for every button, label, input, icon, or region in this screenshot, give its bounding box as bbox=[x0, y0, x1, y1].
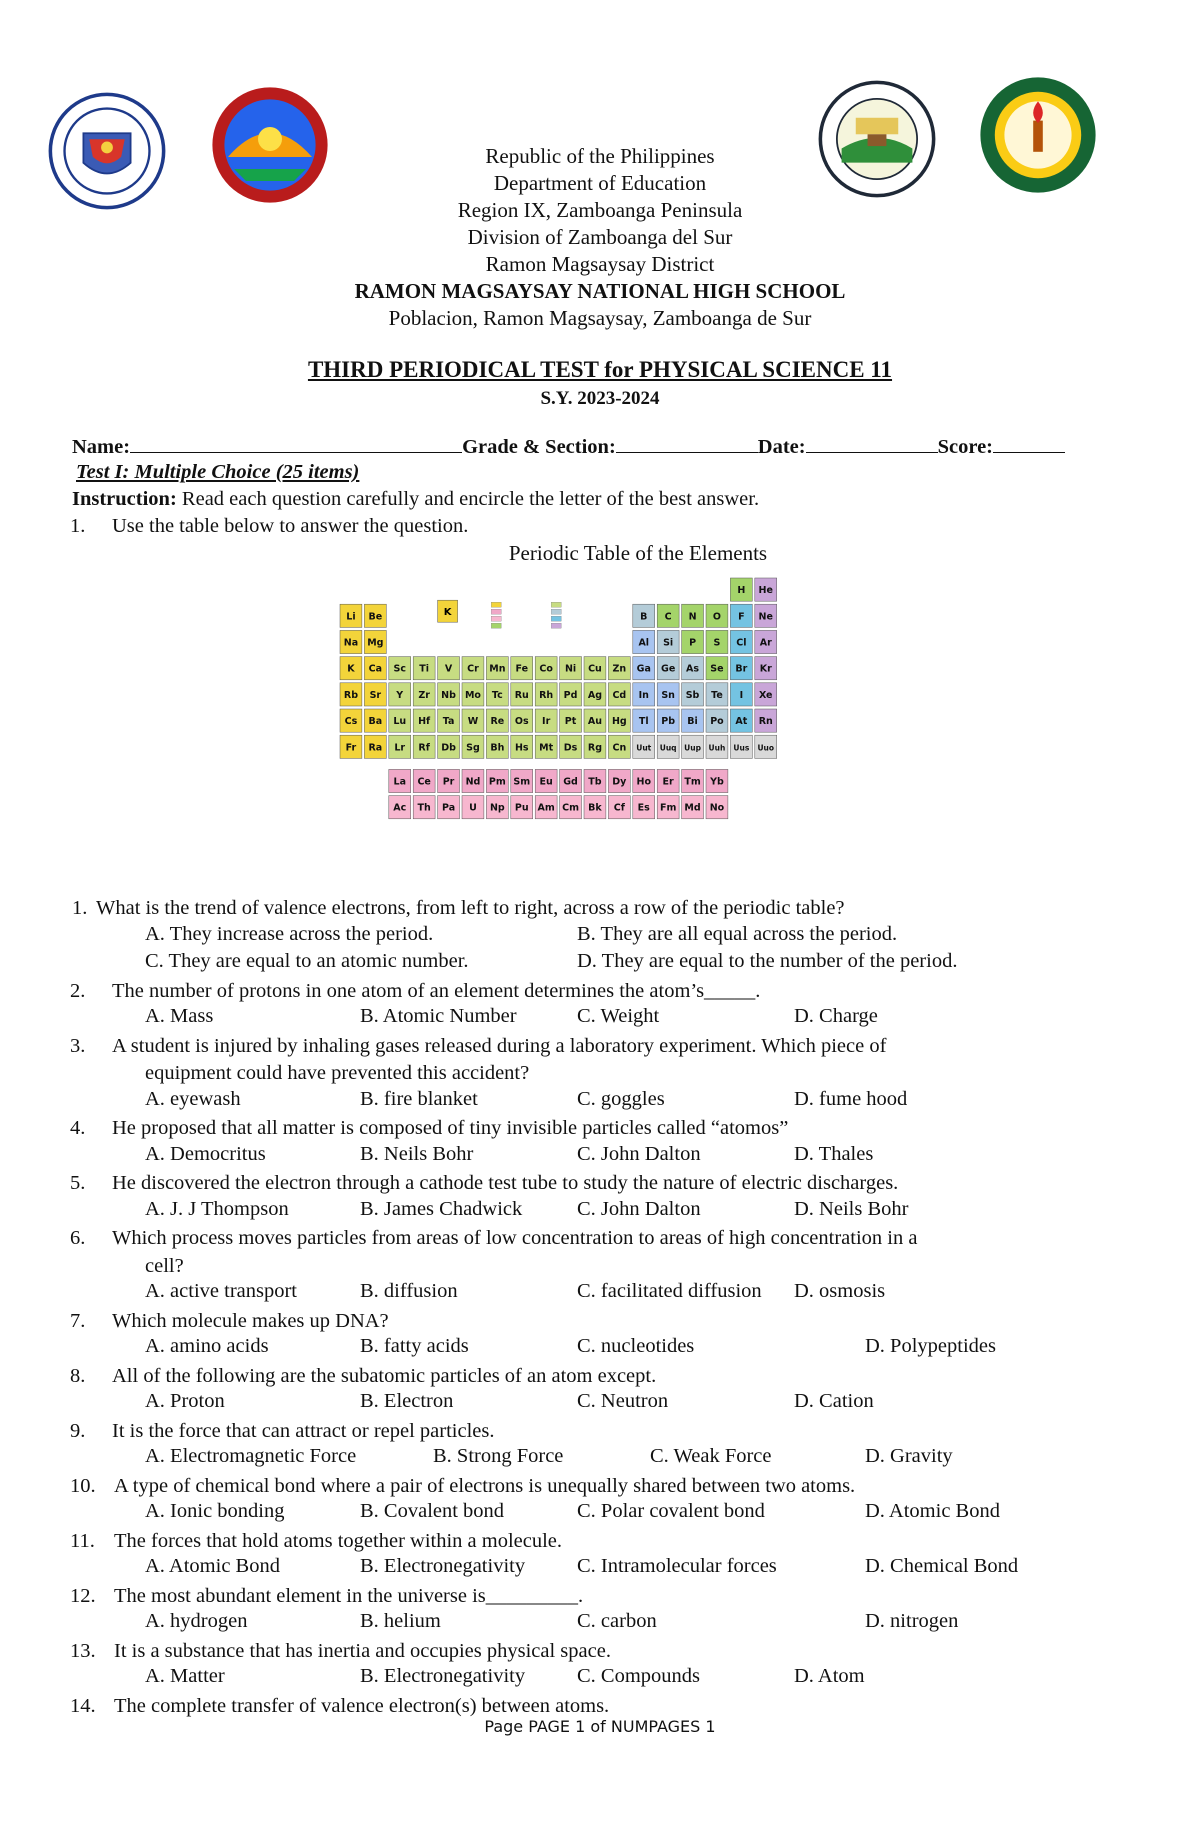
school-year: S.Y. 2023-2024 bbox=[540, 388, 660, 409]
element-hs-symbol: Hs bbox=[514, 742, 529, 754]
element-os-symbol: Os bbox=[514, 716, 529, 728]
grade-section-field[interactable] bbox=[616, 432, 758, 453]
element-uuh-symbol: Uuh bbox=[708, 743, 726, 753]
element-ne-symbol: Ne bbox=[758, 611, 773, 623]
element-as-symbol: As bbox=[686, 663, 700, 675]
element-ra-symbol: Ra bbox=[368, 742, 383, 754]
question-11-option-a: A. Atomic Bond bbox=[145, 1555, 280, 1577]
question-10-option-c: C. Polar covalent bond bbox=[577, 1500, 765, 1522]
element-ge-symbol: Ge bbox=[661, 663, 676, 675]
element-es-symbol: Es bbox=[637, 802, 650, 814]
element-ba-symbol: Ba bbox=[368, 716, 383, 728]
question-1-number: 1. bbox=[72, 897, 88, 919]
question-3-option-b: B. fire blanket bbox=[360, 1087, 478, 1110]
test-title: THIRD PERIODICAL TEST for PHYSICAL SCIENCE 11 bbox=[307, 357, 893, 382]
question-11-option-b: B. Electronegativity bbox=[360, 1555, 526, 1577]
question-8-number: 8. bbox=[70, 1364, 86, 1387]
element-mt-symbol: Mt bbox=[539, 742, 554, 754]
question-2-option-a: A. Mass bbox=[145, 1005, 214, 1027]
question-14-number: 14. bbox=[70, 1694, 96, 1717]
question-8-text: All of the following are the subatomic particles of an atom except. bbox=[112, 1364, 657, 1387]
element-ta-symbol: Ta bbox=[442, 716, 455, 728]
element-gd-symbol: Gd bbox=[563, 776, 578, 788]
question-6-number: 6. bbox=[70, 1227, 86, 1249]
element-ce-symbol: Ce bbox=[417, 776, 431, 788]
element-pm-symbol: Pm bbox=[488, 776, 506, 788]
element-no-symbol: No bbox=[709, 802, 725, 814]
element-v-symbol: V bbox=[444, 663, 453, 675]
question-7-number: 7. bbox=[70, 1309, 86, 1332]
element-rg-symbol: Rg bbox=[587, 742, 603, 754]
question-1-option-d: D. They are equal to the number of the period. bbox=[577, 950, 958, 972]
legend-swatch bbox=[551, 602, 561, 607]
question-8-option-b: B. Electron bbox=[360, 1390, 454, 1412]
element-k-symbol: K bbox=[347, 663, 355, 675]
element-si-symbol: Si bbox=[663, 637, 674, 649]
question-1-option-a: A. They increase across the period. bbox=[145, 922, 434, 945]
element-te-symbol: Te bbox=[711, 689, 723, 701]
element-hg-symbol: Hg bbox=[611, 716, 627, 728]
element-ir-symbol: Ir bbox=[542, 716, 551, 728]
element-s-symbol: S bbox=[713, 637, 721, 649]
question-5-option-a: A. J. J Thompson bbox=[145, 1197, 289, 1220]
element-rh-symbol: Rh bbox=[539, 689, 554, 701]
question-12-option-a: A. hydrogen bbox=[145, 1610, 248, 1632]
element-uuo-symbol: Uuo bbox=[757, 743, 775, 753]
element-b-symbol: B bbox=[640, 611, 648, 623]
element-uus-symbol: Uus bbox=[733, 743, 750, 753]
element-am-symbol: Am bbox=[537, 802, 555, 814]
element-la-symbol: La bbox=[393, 776, 406, 788]
element-ho-symbol: Ho bbox=[636, 776, 651, 788]
question-12-number: 12. bbox=[70, 1584, 96, 1607]
question-5-text: He discovered the electron through a cathode test tube to study the nature of electric discharges. bbox=[112, 1172, 899, 1194]
element-kr-symbol: Kr bbox=[759, 663, 772, 675]
legend-swatch bbox=[551, 609, 561, 614]
element-cl-symbol: Cl bbox=[736, 637, 747, 649]
element-c-symbol: C bbox=[664, 611, 672, 623]
element-mg-symbol: Mg bbox=[367, 637, 384, 649]
element-co-symbol: Co bbox=[539, 663, 553, 675]
exam-page: Republic of the Philippines Department of Education Region IX, Zamboanga Peninsula Division of Zamboanga del Sur Ramon Magsaysay District RAMON MAGSAYSAY NATIONAL HIGH SCHOOL Poblacion, Ramon Magsaysay, Zamboanga de Sur THIRD PERIODICAL TEST for PHYSICAL SCIENCE 11 S.Y. 2023-2024 Name: Grade & Section: Date: Score: Test I: Multiple Choice (25 items) Instruction: Read each question carefully and encircle the letter of the best answer. 1. Use the table below to answer the question. Periodic Table of the Elements H He Li Be B C N O F Ne Na Mg Al Si P S Cl Ar K Ca Sc Ti V Cr Mn Fe Co Ni Cu Zn Ga Ge As Se Br Kr Rb Sr Y Zr Nb Mo Tc Ru Rh Pd Ag Cd In Sn Sb Te I Xe Cs Ba Lu Hf Ta W Re Os Ir Pt Au Hg Tl Pb Bi Po At Rn Fr Ra Lr Rf Db Sg Bh Hs Mt Ds Rg Cn Uut Uuq Uup Uuh Uus Uuo La Ce Pr Nd Pm Sm Eu Gd Tb Dy Ho Er Tm Yb Ac Th Pa U Np Pu Am Cm Bk Cf Es Fm Md No K 1. What is the trend of valence electrons, from left to right, across a row of the periodic table? A. They increase across the period. B. They are all equal across the period. C. They are equal to an atomic number. D. They are equal to the number of the period. 2. The number of protons in one atom of an element determines the atom’s_____. A. Mass B. Atomic Number C. Weight D. Charge 3. A student is injured by inhaling gases released during a laboratory experiment. Which piece of equipment could have prevented this accident? A. eyewash B. fire blanket C. goggles D. fume hood 4. He proposed that all matter is composed of tiny invisible particles called “atomos” A. Democritus B. Neils Bohr C. John Dalton D. Thales 5. He discovered the electron through a cathode test tube to study the nature of electric discharges. A. J. J Thompson B. James Chadwick C. John Dalton D. Neils Bohr 6. Which process moves particles from areas of low concentration to areas of high concentration in a cell? A. active transport B. diffusion C. facilitated diffusion D. osmosis 7. Which molecule makes up DNA? A. amino acids B. fatty acids C. nucleotides D. Polypeptides 8. All of the following are the subatomic particles of an atom except. A. Proton B. Electron C. Neutron D. Cation 9. It is the force that can attract or repel particles. A. Electromagnetic Force B. Strong Force C. Weak Force D. Gravity 10. A type of chemical bond where a pair of electrons is unequally shared between two atoms. A. Ionic bonding B. Covalent bond C. Polar covalent bond D. Atomic Bond 11. The forces that hold atoms together within a molecule. A. Atomic Bond B. Electronegativity C. Intramolecular forces D. Chemical Bond 12. The most abundant element in the universe is_________. A. hydrogen B. helium C. carbon D. nitrogen 13. It is a substance that has inertia and occupies physical space. A. Matter B. Electronegativity C. Compounds D. Atom 14. The complete transfer of valence electron(s) between atoms. Page PAGE 1 of NUMPAGES 1 bbox=[0, 0, 1200, 1835]
element-ag-symbol: Ag bbox=[587, 689, 603, 701]
question-13-option-a: A. Matter bbox=[145, 1665, 225, 1687]
question-7-option-b: B. fatty acids bbox=[360, 1335, 469, 1357]
element-er-symbol: Er bbox=[662, 776, 674, 788]
question-7-option-a: A. amino acids bbox=[145, 1335, 269, 1357]
element-zn-symbol: Zn bbox=[612, 663, 627, 675]
element-cn-symbol: Cn bbox=[612, 742, 627, 754]
question-14-text: The complete transfer of valence electron(s) between atoms. bbox=[114, 1694, 610, 1717]
question-5-option-d: D. Neils Bohr bbox=[794, 1197, 909, 1220]
name-field[interactable] bbox=[130, 432, 462, 453]
element-ni-symbol: Ni bbox=[564, 663, 577, 675]
question-4-option-b: B. Neils Bohr bbox=[360, 1142, 474, 1165]
grade-section-label: Grade & Section: bbox=[462, 436, 616, 458]
question-6-option-d: D. osmosis bbox=[794, 1280, 886, 1302]
question-13-option-b: B. Electronegativity bbox=[360, 1665, 526, 1687]
question-1-text: What is the trend of valence electrons, from left to right, across a row of the periodic table? bbox=[96, 897, 845, 919]
element-rn-symbol: Rn bbox=[758, 716, 773, 728]
element-be-symbol: Be bbox=[368, 611, 383, 623]
element-tm-symbol: Tm bbox=[684, 776, 701, 788]
element-cf-symbol: Cf bbox=[613, 802, 625, 814]
element-br-symbol: Br bbox=[735, 663, 748, 675]
instruction-text: Read each question carefully and encircle the letter of the best answer. bbox=[181, 488, 760, 510]
element-ca-symbol: Ca bbox=[368, 663, 383, 675]
header-line-2: Department of Education bbox=[493, 171, 707, 195]
question-8-option-a: A. Proton bbox=[145, 1390, 225, 1412]
question-2-option-c: C. Weight bbox=[577, 1005, 660, 1027]
element-db-symbol: Db bbox=[441, 742, 456, 754]
test-section-label: Test I: Multiple Choice (25 items) bbox=[76, 461, 360, 483]
element-y-symbol: Y bbox=[396, 689, 404, 701]
element-fr-symbol: Fr bbox=[345, 742, 357, 754]
element-in-symbol: In bbox=[638, 689, 649, 701]
question-10-number: 10. bbox=[70, 1474, 96, 1497]
element-rf-symbol: Rf bbox=[418, 742, 430, 754]
question-3-text-cont: equipment could have prevented this accident? bbox=[145, 1062, 530, 1084]
element-sg-symbol: Sg bbox=[466, 742, 480, 754]
question-4-option-a: A. Democritus bbox=[145, 1142, 266, 1165]
element-pd-symbol: Pd bbox=[563, 689, 578, 701]
element-pr-symbol: Pr bbox=[442, 776, 455, 788]
question-12-option-b: B. helium bbox=[360, 1610, 441, 1632]
element-sc-symbol: Sc bbox=[393, 663, 406, 675]
element-tb-symbol: Tb bbox=[588, 776, 602, 788]
element-ds-symbol: Ds bbox=[563, 742, 578, 754]
element-o-symbol: O bbox=[712, 611, 721, 623]
question-4-option-d: D. Thales bbox=[794, 1142, 874, 1165]
element-re-symbol: Re bbox=[490, 716, 505, 728]
element-yb-symbol: Yb bbox=[710, 776, 724, 788]
element-uup-symbol: Uup bbox=[684, 743, 701, 753]
question-13-number: 13. bbox=[70, 1639, 96, 1662]
element-uuq-symbol: Uuq bbox=[659, 743, 677, 753]
question-11-text: The forces that hold atoms together within a molecule. bbox=[114, 1529, 563, 1552]
question-11-option-d: D. Chemical Bond bbox=[865, 1555, 1019, 1577]
question-4-text: He proposed that all matter is composed of tiny invisible particles called “atomos” bbox=[112, 1117, 789, 1139]
element-fe-symbol: Fe bbox=[515, 663, 529, 675]
element-bk-symbol: Bk bbox=[588, 802, 602, 814]
question-6-option-c: C. facilitated diffusion bbox=[577, 1280, 762, 1302]
element-rb-symbol: Rb bbox=[343, 689, 359, 701]
question-9-option-d: D. Gravity bbox=[865, 1445, 953, 1467]
element-xe-symbol: Xe bbox=[758, 689, 773, 701]
element-at-symbol: At bbox=[735, 716, 748, 728]
element-p-symbol: P bbox=[689, 637, 697, 649]
question-3-number: 3. bbox=[70, 1034, 86, 1057]
element-f-symbol: F bbox=[738, 611, 745, 623]
element-na-symbol: Na bbox=[343, 637, 359, 649]
element-tl-symbol: Tl bbox=[638, 716, 649, 728]
legend-swatch bbox=[491, 623, 501, 628]
question-8-option-c: C. Neutron bbox=[577, 1390, 669, 1412]
element-mo-symbol: Mo bbox=[464, 689, 481, 701]
question-2-option-d: D. Charge bbox=[794, 1005, 878, 1027]
element-al-symbol: Al bbox=[638, 637, 650, 649]
question-5-option-c: C. John Dalton bbox=[577, 1197, 701, 1220]
instruction-label: Instruction: bbox=[72, 488, 177, 510]
question-11-option-c: C. Intramolecular forces bbox=[577, 1555, 777, 1577]
question-8-option-d: D. Cation bbox=[794, 1390, 874, 1412]
header-line-4: Division of Zamboanga del Sur bbox=[467, 225, 733, 249]
legend-swatch bbox=[491, 609, 501, 614]
element-cm-symbol: Cm bbox=[562, 802, 579, 814]
question-5-number: 5. bbox=[70, 1172, 86, 1194]
element-li-symbol: Li bbox=[346, 611, 356, 623]
question-10-text: A type of chemical bond where a pair of electrons is unequally shared between two atoms. bbox=[114, 1474, 856, 1497]
question-7-option-d: D. Polypeptides bbox=[865, 1335, 996, 1357]
element-sr-symbol: Sr bbox=[369, 689, 382, 701]
element-lr-symbol: Lr bbox=[394, 742, 406, 754]
element-sb-symbol: Sb bbox=[685, 689, 700, 701]
periodic-table bbox=[336, 572, 862, 879]
element-cs-symbol: Cs bbox=[344, 716, 358, 728]
question-7-option-c: C. nucleotides bbox=[577, 1335, 695, 1357]
question-12-text: The most abundant element in the universe is_________. bbox=[114, 1584, 584, 1607]
element-po-symbol: Po bbox=[710, 716, 724, 728]
element-mn-symbol: Mn bbox=[489, 663, 506, 675]
element-bh-symbol: Bh bbox=[490, 742, 505, 754]
question-6-text-cont: cell? bbox=[145, 1254, 184, 1277]
question-12-option-c: C. carbon bbox=[577, 1610, 657, 1632]
question-6-option-a: A. active transport bbox=[145, 1280, 297, 1302]
question-1-option-c: C. They are equal to an atomic number. bbox=[145, 950, 469, 972]
question-10-option-a: A. Ionic bonding bbox=[145, 1500, 285, 1522]
element-pb-symbol: Pb bbox=[661, 716, 676, 728]
element-nd-symbol: Nd bbox=[465, 776, 481, 788]
periodic-table-caption: Periodic Table of the Elements bbox=[508, 541, 768, 565]
element-ac-symbol: Ac bbox=[393, 802, 407, 814]
school-address: Poblacion, Ramon Magsaysay, Zamboanga de Sur bbox=[388, 306, 812, 330]
element-fm-symbol: Fm bbox=[659, 802, 677, 814]
question-2-text: The number of protons in one atom of an element determines the atom’s_____. bbox=[112, 979, 761, 1002]
question-2-number: 2. bbox=[70, 979, 86, 1002]
question-7-text: Which molecule makes up DNA? bbox=[112, 1309, 389, 1332]
question-9-number: 9. bbox=[70, 1419, 86, 1442]
element-w-symbol: W bbox=[467, 716, 479, 728]
question-4-option-c: C. John Dalton bbox=[577, 1142, 701, 1165]
question-3-text: A student is injured by inhaling gases released during a laboratory experiment. Which piece of bbox=[112, 1034, 887, 1057]
legend-swatch bbox=[551, 623, 561, 628]
legend-key-symbol: K bbox=[443, 607, 452, 619]
element-sn-symbol: Sn bbox=[661, 689, 675, 701]
question-13-option-c: C. Compounds bbox=[577, 1665, 701, 1687]
question-4-number: 4. bbox=[70, 1117, 86, 1139]
name-label: Name: bbox=[72, 436, 131, 458]
question-12-option-d: D. nitrogen bbox=[865, 1610, 959, 1632]
legend-swatch bbox=[491, 602, 501, 607]
student-info-line bbox=[72, 432, 1065, 461]
element-nb-symbol: Nb bbox=[441, 689, 456, 701]
date-label: Date: bbox=[757, 436, 806, 458]
date-field[interactable] bbox=[806, 432, 938, 453]
question-13-option-d: D. Atom bbox=[794, 1665, 865, 1687]
element-u-symbol: U bbox=[469, 802, 477, 814]
element-au-symbol: Au bbox=[587, 716, 603, 728]
element-th-symbol: Th bbox=[417, 802, 431, 814]
question-11-number: 11. bbox=[70, 1529, 95, 1552]
element-n-symbol: N bbox=[688, 611, 697, 623]
element-bi-symbol: Bi bbox=[687, 716, 698, 728]
question-2-option-b: B. Atomic Number bbox=[360, 1005, 517, 1027]
element-pt-symbol: Pt bbox=[564, 716, 577, 728]
question-1-option-b: B. They are all equal across the period. bbox=[577, 922, 898, 945]
element-i-symbol: I bbox=[739, 689, 744, 701]
element-dy-symbol: Dy bbox=[612, 776, 627, 788]
element-uut-symbol: Uut bbox=[636, 743, 652, 753]
element-zr-symbol: Zr bbox=[418, 689, 430, 701]
element-h-symbol: H bbox=[737, 585, 746, 597]
question-9-option-a: A. Electromagnetic Force bbox=[145, 1445, 357, 1467]
element-cu-symbol: Cu bbox=[588, 663, 602, 675]
school-name: RAMON MAGSAYSAY NATIONAL HIGH SCHOOL bbox=[354, 279, 846, 303]
header-line-1: Republic of the Philippines bbox=[485, 144, 715, 168]
question-3-option-a: A. eyewash bbox=[145, 1087, 241, 1110]
element-hf-symbol: Hf bbox=[418, 716, 431, 728]
question-10-option-b: B. Covalent bond bbox=[360, 1500, 505, 1522]
element-pu-symbol: Pu bbox=[514, 802, 529, 814]
score-field[interactable] bbox=[993, 432, 1065, 453]
element-pa-symbol: Pa bbox=[441, 802, 456, 814]
element-ar-symbol: Ar bbox=[759, 637, 772, 649]
element-he-symbol: He bbox=[758, 585, 773, 597]
question-10-option-d: D. Atomic Bond bbox=[865, 1500, 1000, 1522]
element-ga-symbol: Ga bbox=[636, 663, 651, 675]
question-6-text: Which process moves particles from areas of low concentration to areas of high concentration in a bbox=[112, 1227, 918, 1249]
question-13-text: It is a substance that has inertia and occupies physical space. bbox=[114, 1639, 611, 1662]
instruction bbox=[72, 486, 759, 513]
question-3-option-c: C. goggles bbox=[577, 1087, 665, 1110]
header-line-3: Region IX, Zamboanga Peninsula bbox=[457, 198, 743, 222]
page-footer: Page PAGE 1 of NUMPAGES 1 bbox=[484, 1717, 716, 1736]
element-eu-symbol: Eu bbox=[539, 776, 553, 788]
header-line-5: Ramon Magsaysay District bbox=[485, 252, 715, 276]
element-sm-symbol: Sm bbox=[513, 776, 531, 788]
element-tc-symbol: Tc bbox=[491, 689, 503, 701]
legend-swatch bbox=[491, 616, 501, 621]
question-3-option-d: D. fume hood bbox=[794, 1087, 908, 1110]
question-9-option-b: B. Strong Force bbox=[433, 1445, 564, 1467]
element-lu-symbol: Lu bbox=[393, 716, 407, 728]
question-6-option-b: B. diffusion bbox=[360, 1280, 458, 1302]
periodic-table-graphic bbox=[336, 572, 862, 879]
element-md-symbol: Md bbox=[684, 802, 701, 814]
element-ti-symbol: Ti bbox=[419, 663, 430, 675]
element-cr-symbol: Cr bbox=[467, 663, 479, 675]
question-9-option-c: C. Weak Force bbox=[650, 1445, 772, 1467]
element-ru-symbol: Ru bbox=[514, 689, 529, 701]
element-np-symbol: Np bbox=[489, 802, 505, 814]
element-cd-symbol: Cd bbox=[612, 689, 627, 701]
element-se-symbol: Se bbox=[710, 663, 724, 675]
legend-swatch bbox=[551, 616, 561, 621]
question-9-text: It is the force that can attract or repel particles. bbox=[112, 1419, 495, 1442]
question-5-option-b: B. James Chadwick bbox=[360, 1197, 523, 1220]
score-label: Score: bbox=[937, 436, 994, 458]
